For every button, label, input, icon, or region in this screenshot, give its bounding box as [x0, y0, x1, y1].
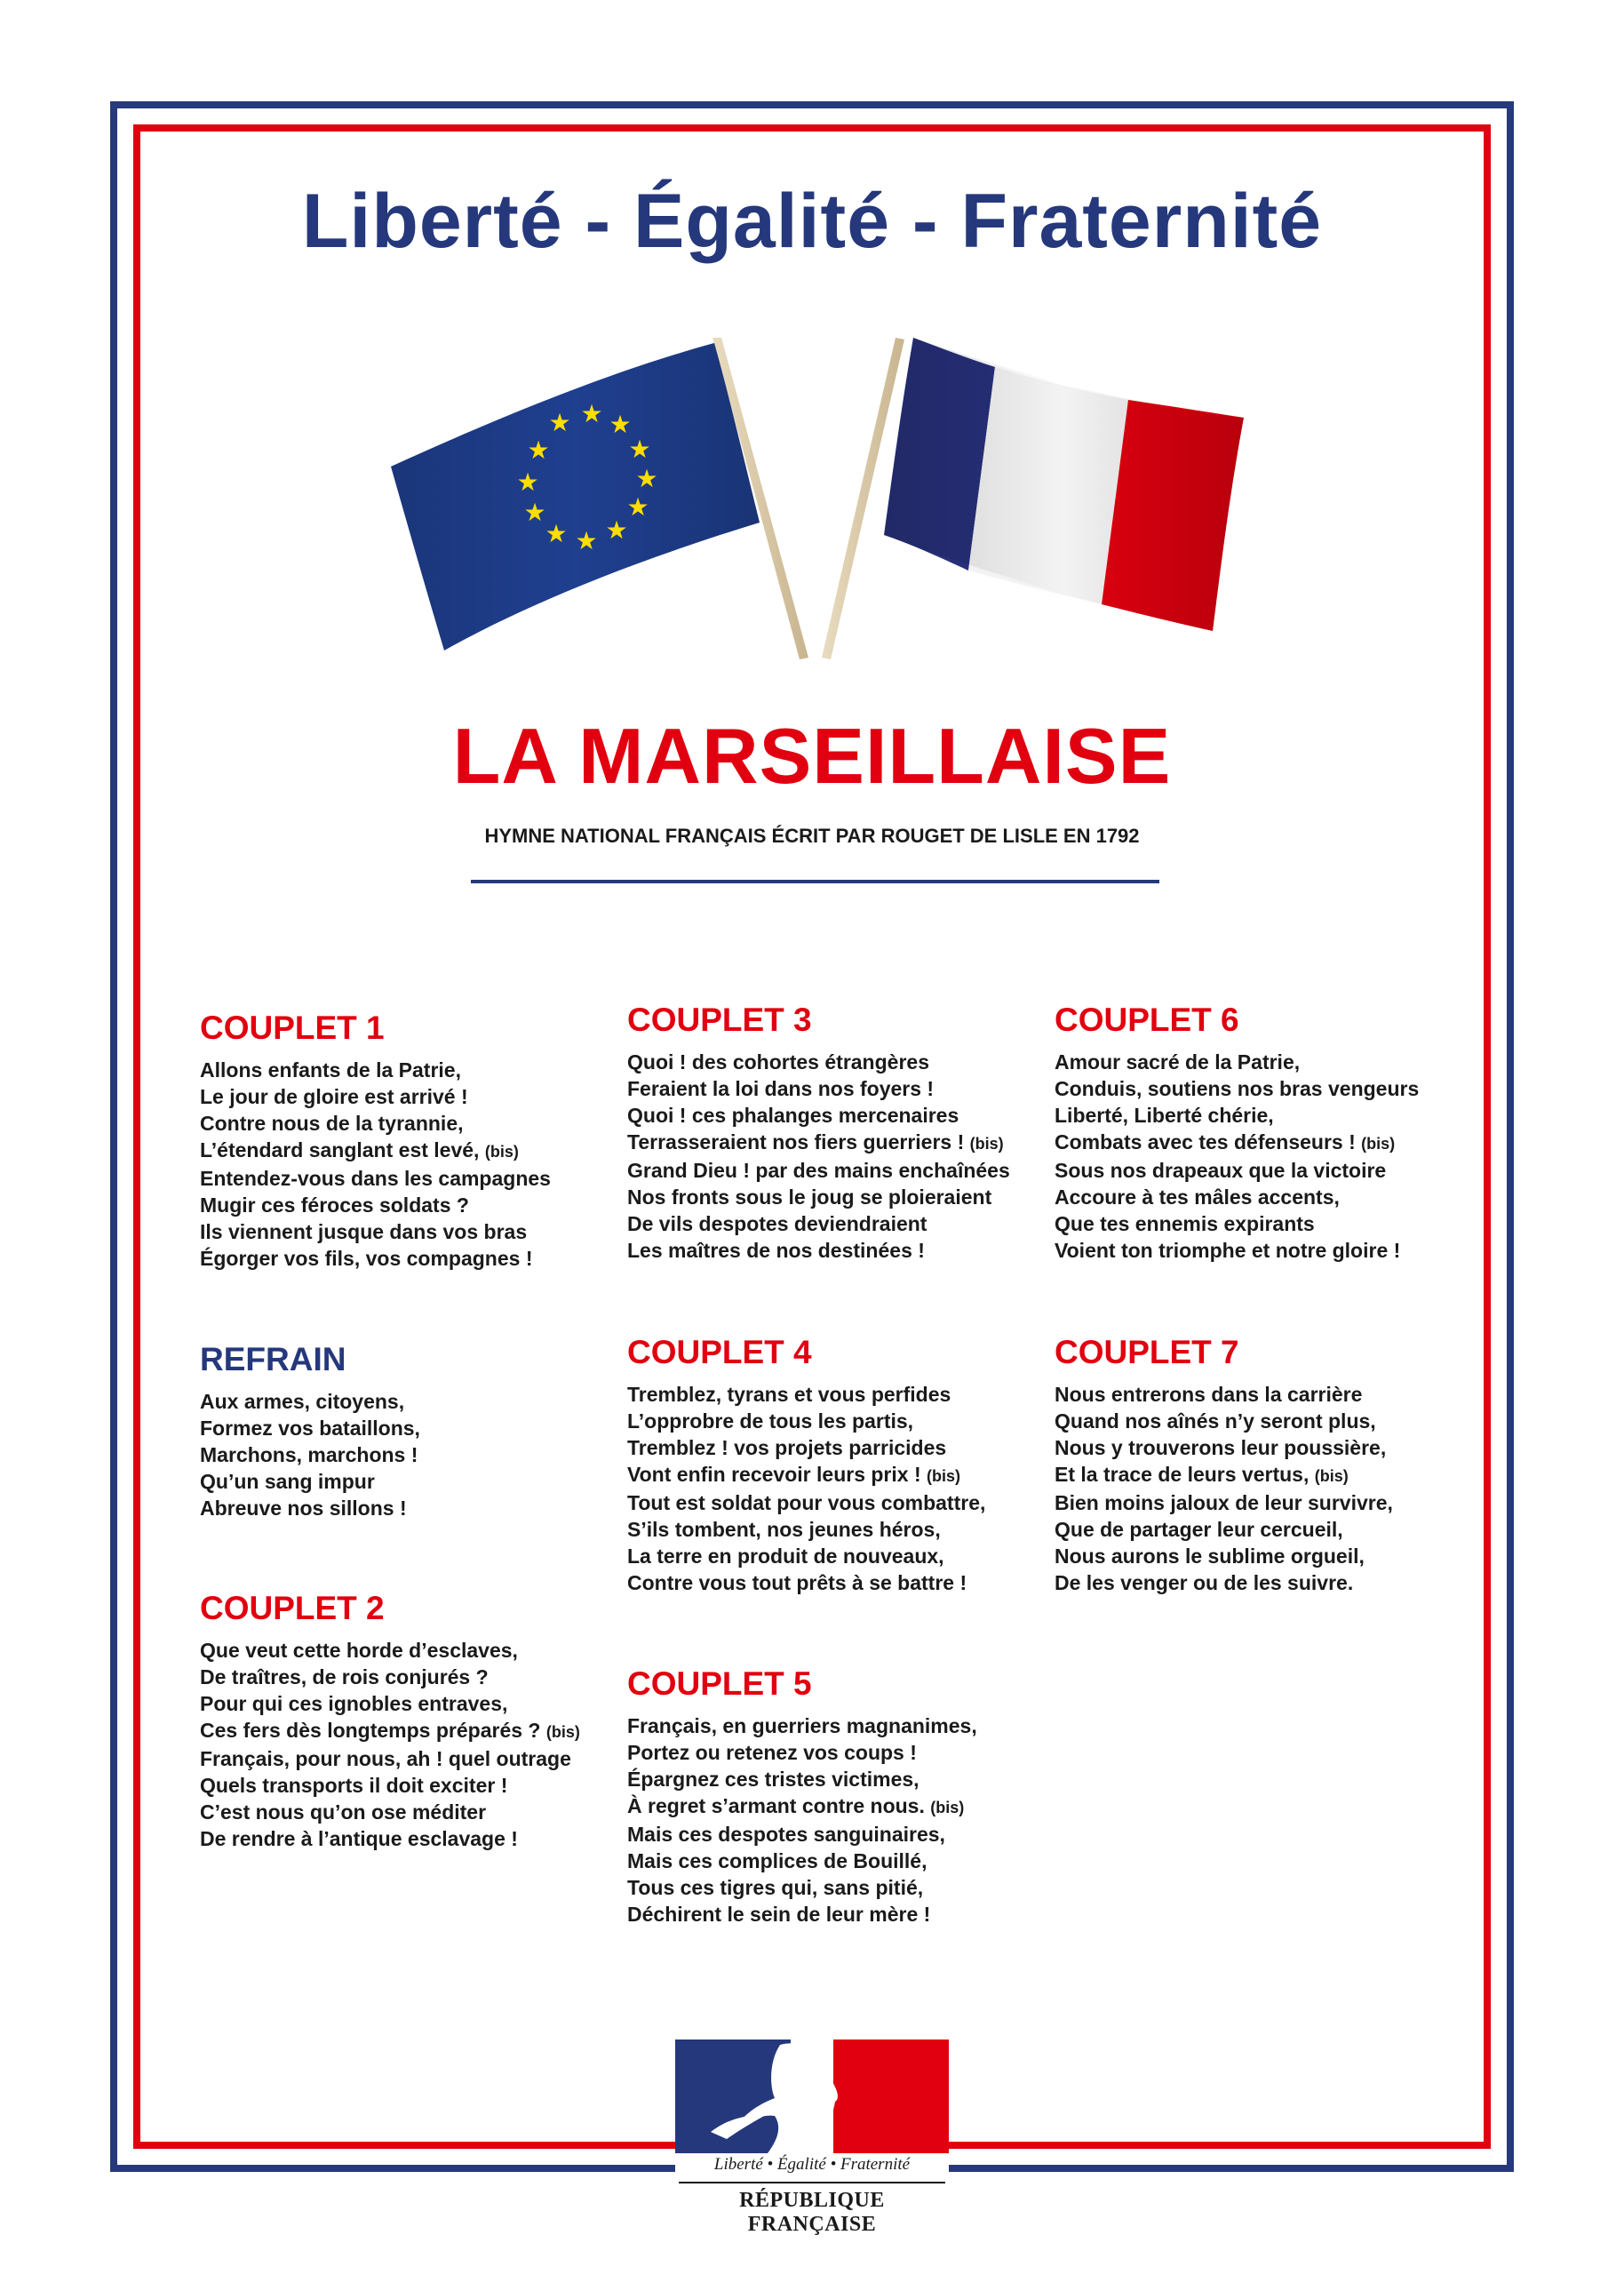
logo-name: RÉPUBLIQUE FRANÇAISE — [739, 2189, 885, 2236]
stanza-line: Nous y trouverons leur poussière, — [1055, 1436, 1387, 1459]
republique-francaise-logo — [675, 2040, 949, 2235]
stanza-line: Tout est soldat pour vous combattre, — [627, 1491, 986, 1514]
svg-text:★: ★ — [527, 436, 550, 464]
stanza-line: Français, en guerriers magnanimes, — [627, 1714, 977, 1737]
stanza-line: Grand Dieu ! par des mains enchaînées — [627, 1159, 1010, 1182]
stanza-title: COUPLET 6 — [1055, 1002, 1239, 1038]
title-divider — [471, 880, 1159, 883]
stanza-line: Bien moins jaloux de leur survivre, — [1055, 1491, 1393, 1514]
svg-text:★: ★ — [635, 465, 658, 492]
stanza-line: C’est nous qu’on ose méditer — [200, 1800, 487, 1824]
stanza-line: Amour sacré de la Patrie, — [1055, 1050, 1301, 1074]
eu-flag-icon — [391, 343, 760, 651]
stanza-line — [1055, 1129, 1419, 1157]
stanza-line-text: Ces fers dès longtemps préparés ? — [200, 1719, 541, 1742]
stanza-line-text: Terrasseraient nos fiers guerriers ! — [627, 1130, 965, 1153]
stanza-line — [627, 1461, 985, 1489]
stanza-line: Déchirent le sein de leur mère ! — [627, 1903, 931, 1926]
stanza-line: Abreuve nos sillons ! — [200, 1497, 407, 1520]
bis-marker: (bis) — [1361, 1135, 1396, 1153]
french-flag-icon — [884, 338, 1244, 631]
stanza-line: Feraient la loi dans nos foyers ! — [627, 1077, 935, 1100]
stanza-couplet-1 — [200, 1009, 551, 1272]
stanza-title: COUPLET 3 — [627, 1002, 812, 1038]
stanza-line: Égorger vos fils, vos compagnes ! — [200, 1247, 533, 1270]
stanza-line: Quoi ! ces phalanges mercenaires — [627, 1104, 959, 1127]
stanza-line-text: À regret s’armant contre nous. — [627, 1794, 925, 1817]
stanza-line: Quoi ! des cohortes étrangères — [627, 1050, 929, 1074]
stanza-line: Formez vos bataillons, — [200, 1417, 420, 1440]
svg-text:★: ★ — [545, 520, 568, 547]
stanza-couplet-2 — [200, 1589, 580, 1852]
stanza-line: Nos fronts sous le joug se ploieraient — [627, 1185, 992, 1209]
stanza-line: Sous nos drapeaux que la victoire — [1055, 1159, 1387, 1182]
bis-marker: (bis) — [927, 1467, 960, 1485]
stanza-line — [627, 1792, 977, 1821]
stanza-title: COUPLET 5 — [627, 1665, 812, 1702]
bis-marker: (bis) — [545, 1723, 580, 1741]
stanza-line: Quels transports il doit exciter ! — [200, 1774, 508, 1797]
stanza-line: Qu’un sang impur — [200, 1470, 375, 1493]
stanza-line: Tremblez, tyrans et vous perfides — [627, 1383, 951, 1406]
svg-text:★: ★ — [516, 468, 539, 496]
stanza-line: Contre nous de la tyrannie, — [200, 1112, 464, 1135]
stanza-line: S’ils tombent, nos jeunes héros, — [627, 1518, 941, 1541]
stanza-line: Épargnez ces tristes victimes, — [627, 1768, 919, 1791]
stanza-refrain — [200, 1340, 420, 1521]
stanza-line: Nous aurons le sublime orgueil, — [1055, 1545, 1365, 1568]
stanza-line: Accoure à tes mâles accents, — [1055, 1185, 1340, 1209]
stanza-line: Que de partager leur cercueil, — [1055, 1518, 1343, 1541]
stanza-couplet-3 — [627, 1001, 1010, 1264]
stanza-title: COUPLET 1 — [200, 1010, 385, 1046]
stanza-line: Entendez-vous dans les campagnes — [200, 1167, 551, 1190]
stanza-line: Mais ces despotes sanguinaires, — [627, 1823, 945, 1846]
stanza-line: Portez ou retenez vos coups ! — [627, 1741, 917, 1764]
stanza-line: Mais ces complices de Bouillé, — [627, 1849, 927, 1872]
anthem-title: LA MARSEILLAISE — [452, 712, 1172, 800]
svg-text:★: ★ — [605, 516, 628, 544]
svg-text:★: ★ — [628, 435, 651, 463]
stanza-line: Conduis, soutiens nos bras vengeurs — [1055, 1077, 1420, 1100]
stanza-line: De les venger ou de les suivre. — [1055, 1571, 1354, 1594]
marianne-logo-icon — [675, 2040, 949, 2153]
stanza-line: Quand nos aînés n’y seront plus, — [1055, 1409, 1376, 1433]
stanza-line: La terre en produit de nouveaux, — [627, 1545, 944, 1568]
svg-text:★: ★ — [580, 400, 603, 427]
stanza-line: Le jour de gloire est arrivé ! — [200, 1085, 468, 1108]
stanza-title: REFRAIN — [200, 1341, 346, 1377]
stanza-line: Que veut cette horde d’esclaves, — [200, 1639, 518, 1662]
svg-text:★: ★ — [548, 409, 571, 436]
bis-marker: (bis) — [969, 1135, 1004, 1153]
stanza-couplet-7 — [1055, 1333, 1393, 1596]
stanza-line: De vils despotes deviendraient — [627, 1212, 927, 1235]
stanza-line: Pour qui ces ignobles entraves, — [200, 1692, 508, 1715]
stanza-line: L’opprobre de tous les partis, — [627, 1409, 914, 1433]
stanza-line: Contre vous tout prêts à se battre ! — [627, 1571, 967, 1594]
page-motto: Liberté - Égalité - Fraternité — [301, 179, 1323, 264]
stanza-line: Ils viennent jusque dans vos bras — [200, 1220, 528, 1243]
stanza-line: Allons enfants de la Patrie, — [200, 1058, 461, 1082]
stanza-line: Les maîtres de nos destinées ! — [627, 1239, 925, 1262]
stanza-line: Mugir ces féroces soldats ? — [200, 1193, 469, 1217]
stanza-line — [627, 1129, 1010, 1157]
anthem-subtitle: HYMNE NATIONAL FRANÇAIS ÉCRIT PAR ROUGET DE LISLE EN 1792 — [484, 825, 1140, 847]
stanza-couplet-5 — [627, 1664, 977, 1928]
stanza-line: Que tes ennemis expirants — [1055, 1212, 1315, 1235]
stanza-line: De traîtres, de rois conjurés ? — [200, 1665, 489, 1688]
stanza-line: Aux armes, citoyens, — [200, 1390, 405, 1413]
stanza-line: Tous ces tigres qui, sans pitié, — [627, 1876, 924, 1899]
bis-marker: (bis) — [1314, 1467, 1349, 1485]
stanza-line-text: Vont enfin recevoir leurs prix ! — [627, 1463, 921, 1486]
stanza-title: COUPLET 4 — [627, 1334, 812, 1370]
stanza-line: Liberté, Liberté chérie, — [1055, 1104, 1274, 1127]
stanza-line — [200, 1717, 580, 1745]
stanza-line — [200, 1137, 551, 1165]
logo-motto: Liberté • Égalité • Fraternité — [713, 2155, 911, 2174]
stanza-line-text: Et la trace de leurs vertus, — [1055, 1463, 1310, 1486]
stanza-line: Tremblez ! vos projets parricides — [627, 1436, 947, 1459]
svg-text:★: ★ — [609, 411, 632, 438]
bis-marker: (bis) — [930, 1799, 965, 1816]
stanza-line — [1055, 1461, 1393, 1489]
stanza-title: COUPLET 2 — [200, 1590, 385, 1626]
bis-marker: (bis) — [484, 1143, 519, 1161]
crossed-flags — [382, 338, 1253, 667]
stanza-line-text: Combats avec tes défenseurs ! — [1055, 1130, 1356, 1153]
svg-text:★: ★ — [575, 527, 598, 555]
stanza-line: Voient ton triomphe et notre gloire ! — [1055, 1239, 1401, 1262]
stanza-couplet-6 — [1055, 1001, 1419, 1264]
logo-divider — [679, 2182, 945, 2183]
stanza-line: De rendre à l’antique esclavage ! — [200, 1827, 518, 1850]
stanza-line: Marchons, marchons ! — [200, 1443, 418, 1466]
stanza-line-text: L’étendard sanglant est levé, — [200, 1138, 480, 1161]
svg-text:★: ★ — [626, 493, 649, 521]
stanza-title: COUPLET 7 — [1055, 1334, 1239, 1370]
stanza-line: Nous entrerons dans la carrière — [1055, 1383, 1363, 1406]
svg-text:★: ★ — [523, 499, 546, 526]
stanza-line: Français, pour nous, ah ! quel outrage — [200, 1747, 571, 1770]
stanza-couplet-4 — [627, 1333, 985, 1596]
